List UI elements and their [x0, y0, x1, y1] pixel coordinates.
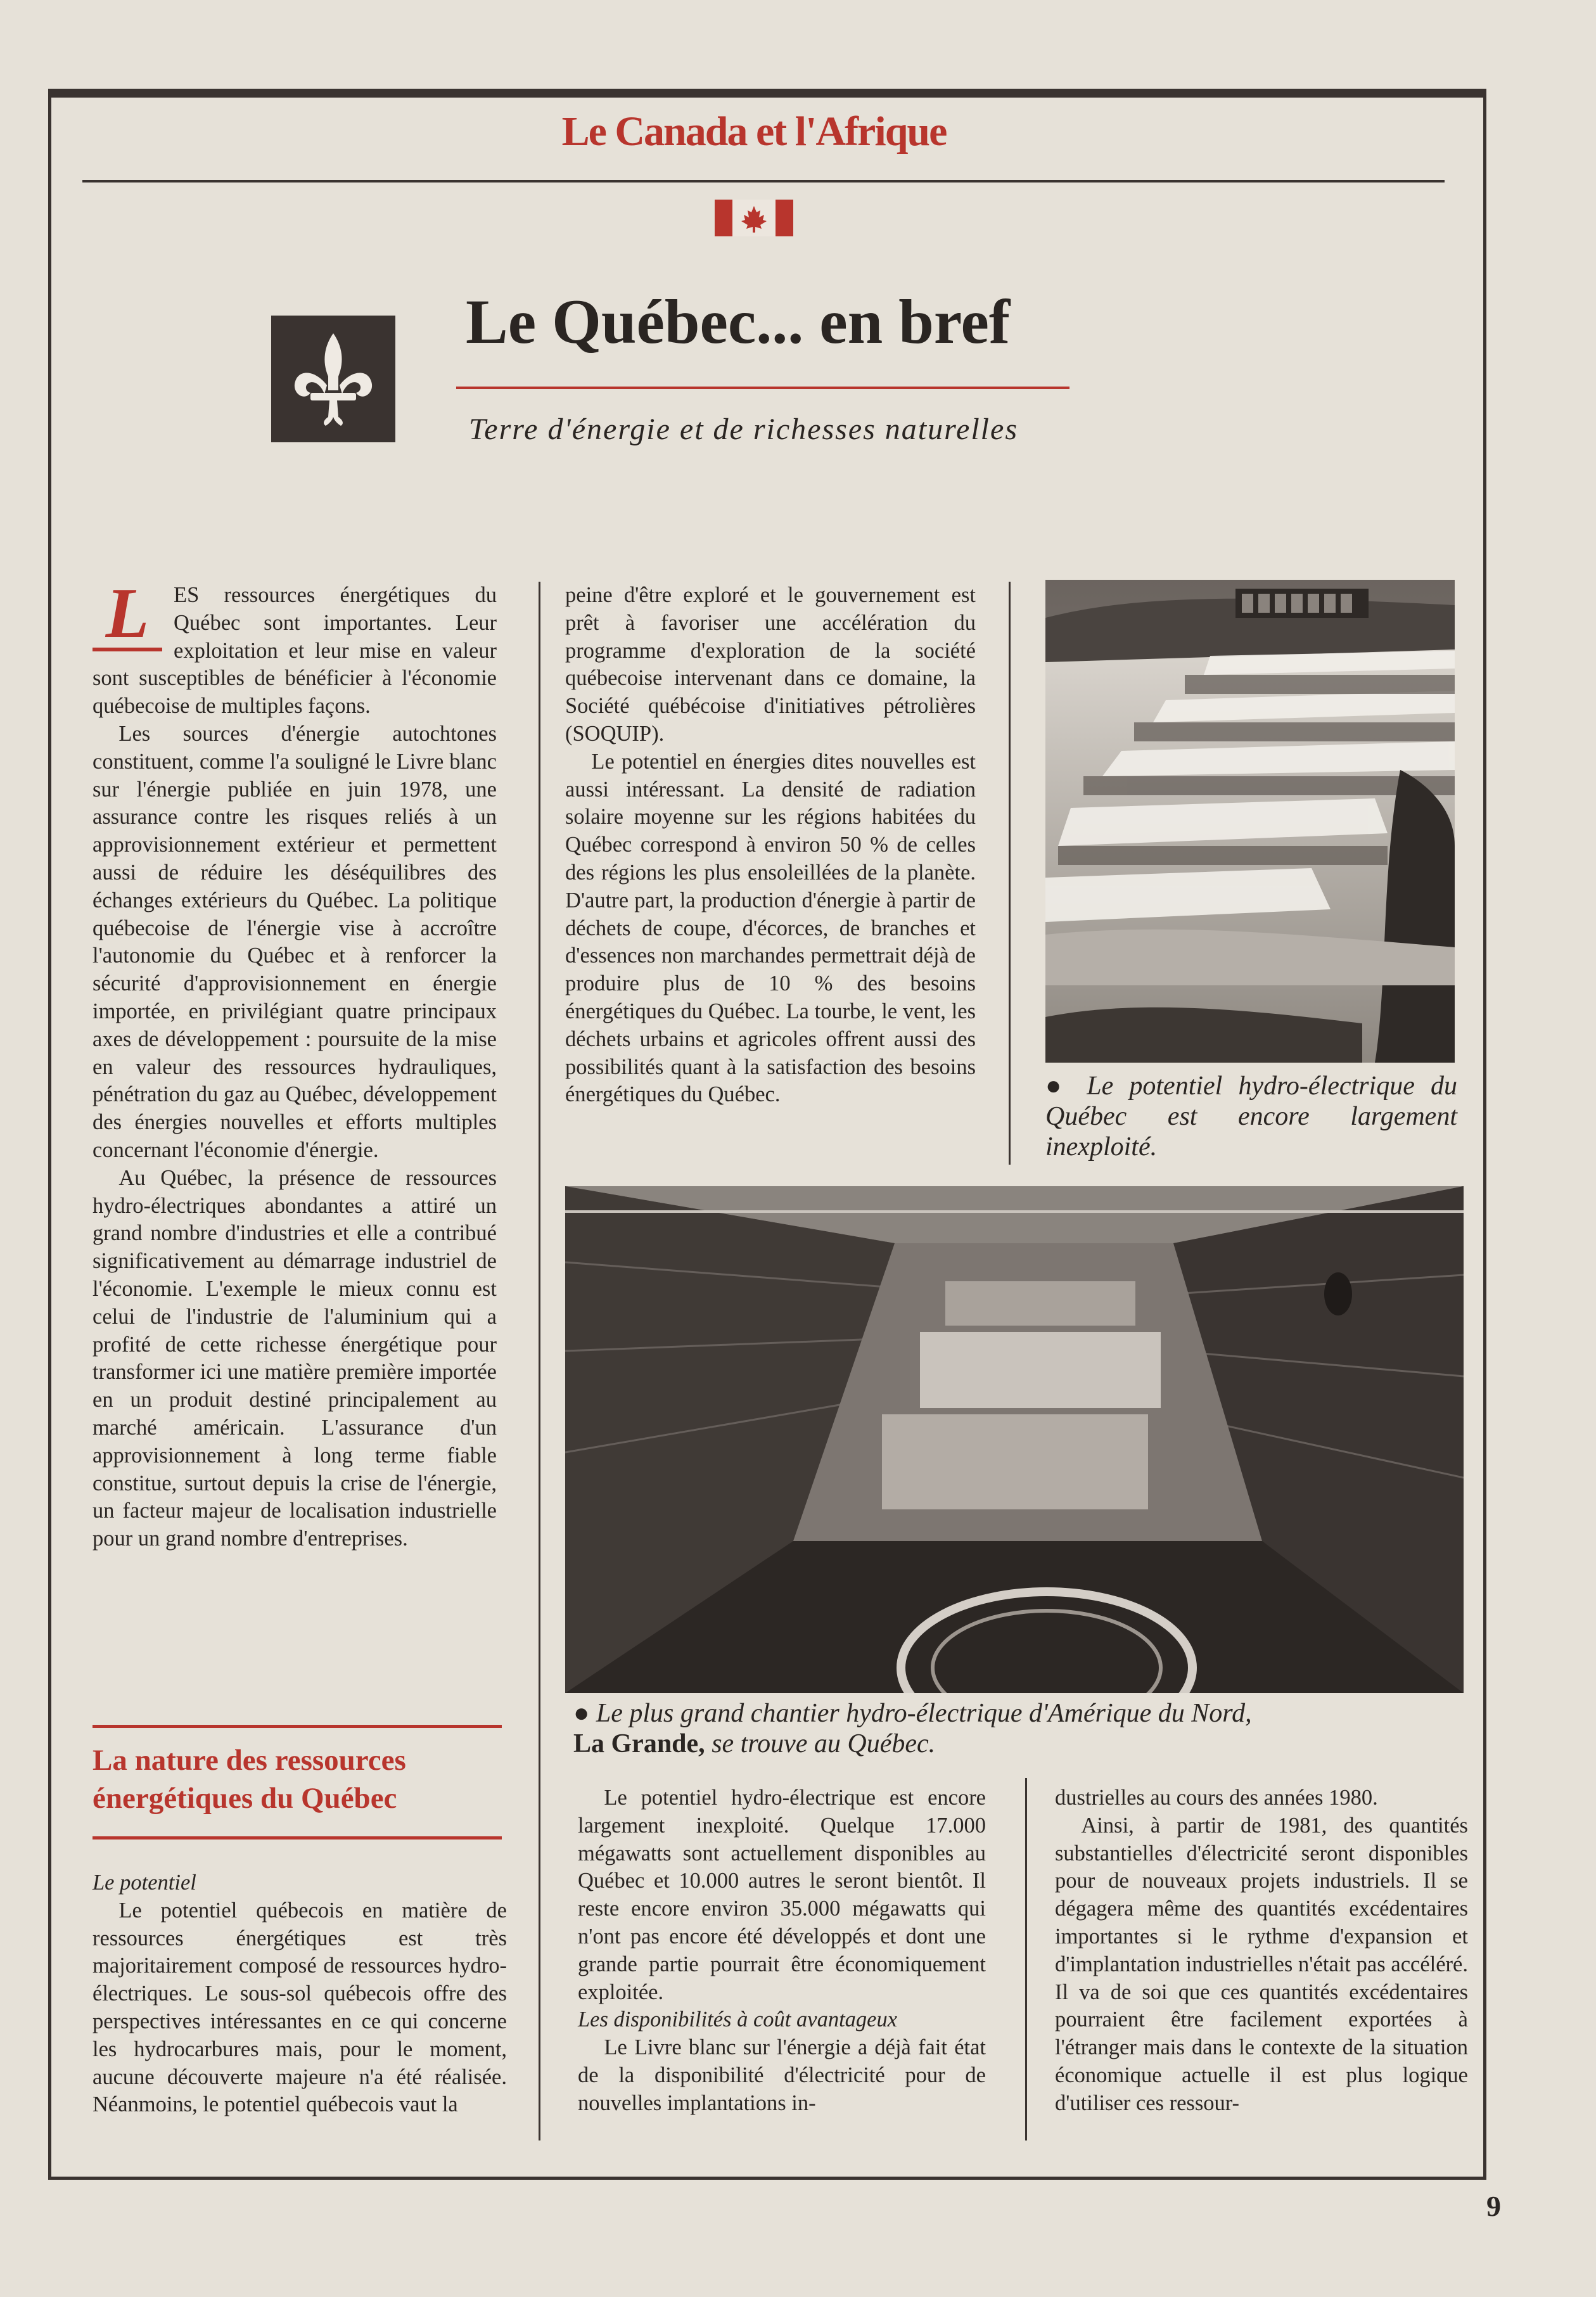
heading-rule-bottom	[93, 1836, 502, 1840]
drop-cap: L	[93, 585, 162, 651]
caption-text: Le plus grand chantier hydro-électrique d'Amérique du Nord,	[596, 1699, 1252, 1728]
column-divider	[1009, 582, 1011, 1165]
paragraph: Le potentiel hydro-électrique est encore largement inexploité. Quelque 17.000 mégawatts sont actuellement disponibles au Québec et 10.000 autres le seront bientôt. Il reste encore environ 35.000 mégawatts qui n'ont pas encore été développés et dont une grande partie pourrait être économiquement exploitée.	[578, 1786, 986, 2004]
section-title: Le Canada et l'Afrique	[561, 108, 947, 155]
page-title: Le Québec... en bref	[466, 286, 1011, 357]
paragraph: Le Livre blanc sur l'énergie a déjà fait état de la disponibilité d'électricité pour de nouvelles implantations in-	[578, 2035, 986, 2115]
photo-caption	[573, 1698, 1473, 1759]
caption-text: se trouve au Québec.	[712, 1729, 936, 1758]
photo-caption	[1045, 1071, 1457, 1162]
column-3	[578, 1784, 986, 2118]
column-divider	[1025, 1778, 1027, 2140]
subheading: Le potentiel	[93, 1871, 196, 1895]
paragraph: Le potentiel en énergies dites nouvelles est aussi intéressant. La densité de radiation solaire moyenne sur les régions habitées du Québec correspond à environ 50 % de celles des régions les plus ensoleillées de la planète. D'autre part, la production d'énergie à partir de déchets de coupe, d'écorces, de branches et d'essences non marchandes permettrait déjà de produire plus de 10 % des besoins énergétiques du Québec. La tourbe, le vent, les déchets urbains et agricoles offrent aussi des possibilités quant à la satisfaction des besoins énergétiques du Québec.	[565, 749, 976, 1107]
caption-bold: La Grande,	[573, 1729, 705, 1758]
column-1	[93, 574, 497, 1553]
fleur-de-lis-icon	[271, 316, 395, 442]
column-1-bottom	[93, 1869, 507, 2119]
canadian-flag-icon	[715, 200, 793, 236]
paragraph: Le potentiel québecois en matière de ressources énergétiques est très majoritairement composé de ressources hydro-électriques. Le sous-sol québecois offre des perspectives intéressantes en ce qui concerne les hydrocarbures mais, pour le moment, aucune découverte majeure n'a été réalisée. Néanmoins, le potentiel québecois vaut la	[93, 1898, 507, 2117]
paragraph: Au Québec, la présence de ressources hydro-électriques abondantes a attiré un grand nombre d'industries et elle a contribué significativement au démarrage industriel de l'économie. L'exemple le mieux connu est celui de l'industrie de l'aluminium qui a profité de cette richesse énergétique pour transformer ici une matière première importée en un produit destiné principalement au marché américain. L'assurance d'un approvisionnement à long terme fiable constitue, surtout depuis la crise de l'énergie, un facteur majeur de localisation industrielle pour un grand nombre d'entreprises.	[93, 1165, 497, 1551]
bullet-dot-icon: ●	[573, 1699, 590, 1728]
paragraph: Ainsi, à partir de 1981, des quantités substantielles d'électricité seront disponibles pour de nouveaux projets industriels. Il se dégagera même des quantités excédentaires importantes si le rythme d'expansion et d'implantation industrielles n'était pas accéléré. Il va de soi que ces quantités excédentaires pourraient être facilement exportées à l'étranger mais dans le contexte de la situation économique actuelle il est plus logique d'utiliser ces ressour-	[1055, 1813, 1468, 2115]
header-rule	[82, 180, 1445, 182]
paragraph: Les sources d'énergie autochtones constituent, comme l'a souligné le Livre blanc sur l'énergie publiée en juin 1978, une assurance contre les risques reliés à un approvisionnement extérieur et permettent aussi de réduire les déséquilibres des échanges extérieurs du Québec. La politique québecoise de l'énergie vise à accroître l'autonomie du Québec et à renforcer la sécurité d'approvisionnement en énergie importée, en privilégiant quatre principaux axes de développement : poursuite de la mise en valeur des ressources hydrauliques, pénétration du gaz au Québec, développement des énergies nouvelles et efforts multiples concernant l'économie d'énergie.	[93, 721, 497, 1162]
column-2	[565, 582, 976, 1109]
heading-rule-top	[93, 1725, 502, 1728]
paragraph: dustrielles au cours des années 1980.	[1055, 1786, 1378, 1810]
column-divider	[539, 582, 540, 2140]
photo-waterfall	[1045, 580, 1455, 1063]
column-4	[1055, 1784, 1468, 2118]
caption-text: Le potentiel hydro-électrique du Québec est encore largement inexploité.	[1045, 1072, 1458, 1161]
page-number: 9	[1486, 2190, 1501, 2222]
title-rule	[456, 387, 1069, 389]
paragraph: L ES ressources énergétiques du Québec sont importantes. Leur exploitation et leur mise en valeur sont susceptibles de bénéficier à l'économie québecoise de multiples façons.	[93, 574, 497, 719]
paragraph: peine d'être exploré et le gouvernement est prêt à favoriser une accélération du programme d'exploration de la société québecoise intervenant dans ce domaine, la Société québécoise d'initiatives pétrolières (SOQUIP).	[565, 583, 976, 746]
page-subtitle: Terre d'énergie et de richesses naturelles	[469, 413, 1018, 446]
photo-construction	[565, 1186, 1464, 1693]
bullet-dot-icon: ●	[1045, 1072, 1071, 1101]
subheading: Les disponibilités à coût avantageux	[578, 2007, 898, 2032]
section-heading: La nature des ressources énergétiques du Québec	[93, 1744, 406, 1815]
